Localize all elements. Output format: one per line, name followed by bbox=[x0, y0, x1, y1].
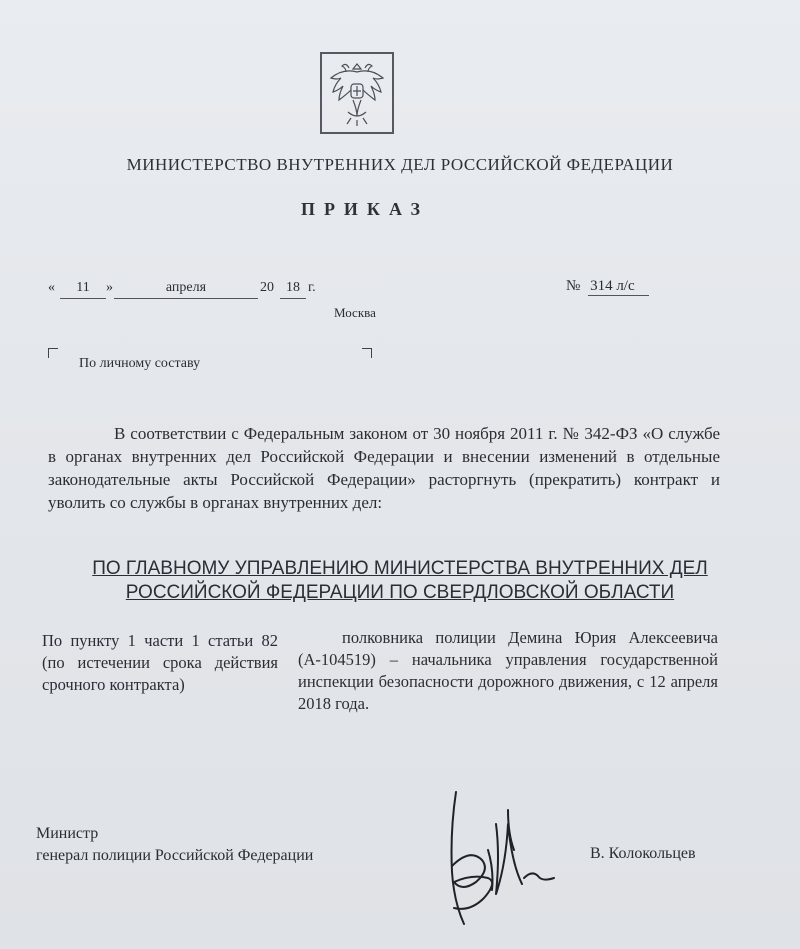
corner-mark-right bbox=[362, 348, 372, 358]
date-month: апреля bbox=[114, 280, 258, 299]
signatory-title bbox=[36, 823, 313, 867]
order-date bbox=[48, 280, 338, 300]
date-quote-close: » bbox=[106, 280, 113, 295]
city: Москва bbox=[334, 305, 376, 320]
subject: По личному составу bbox=[79, 356, 201, 371]
body-paragraph: В соответствии с Федеральным законом от 30 ноября 2011 г. № 342-ФЗ «О службе в органах внутренних дел Российской Федерации и внесении изменений в отдельные законодательные акты Российской Федерации» расторгнуть (прекратить) контракт и уволить со службы в органах внутренних дел: bbox=[48, 424, 720, 512]
date-day: 11 bbox=[60, 280, 106, 299]
signatory-name: В. Колокольцев bbox=[590, 845, 696, 862]
date-year-unit: г. bbox=[308, 280, 316, 295]
department-heading bbox=[0, 557, 800, 605]
date-year-prefix: 20 bbox=[260, 280, 274, 295]
body-text bbox=[48, 422, 720, 514]
ministry-name: МИНИСТЕРСТВО ВНУТРЕННИХ ДЕЛ РОССИЙСКОЙ ФЕДЕРАЦИИ bbox=[126, 155, 674, 174]
order-number bbox=[566, 278, 649, 296]
person-text: полковника полиции Демина Юрия Алексеевича (А-104519) – начальника управления государственной инспекции безопасности дорожного движения, с 12 апреля 2018 года. bbox=[298, 628, 718, 713]
corner-mark-left bbox=[48, 348, 58, 358]
date-quote-open: « bbox=[48, 280, 55, 295]
number-value: 314 л/с bbox=[588, 278, 649, 296]
signatory-title-line-1: Министр bbox=[36, 825, 99, 842]
date-year-suffix: 18 bbox=[280, 280, 306, 299]
department-line-2: РОССИЙСКОЙ ФЕДЕРАЦИИ ПО СВЕРДЛОВСКОЙ ОБЛАСТИ bbox=[125, 582, 675, 603]
document-type: ПРИКАЗ bbox=[300, 199, 430, 219]
signatory-title-line-2: генерал полиции Российской Федерации bbox=[36, 847, 314, 864]
person-entry bbox=[298, 627, 718, 715]
legal-basis: По пункту 1 части 1 статьи 82 (по истечении срока действия срочного контракта) bbox=[42, 631, 278, 694]
coat-of-arms-icon bbox=[320, 52, 394, 134]
number-prefix: № bbox=[566, 278, 581, 294]
handwritten-signature bbox=[438, 780, 578, 930]
department-line-1: ПО ГЛАВНОМУ УПРАВЛЕНИЮ МИНИСТЕРСТВА ВНУТРЕННИХ ДЕЛ bbox=[92, 558, 708, 579]
